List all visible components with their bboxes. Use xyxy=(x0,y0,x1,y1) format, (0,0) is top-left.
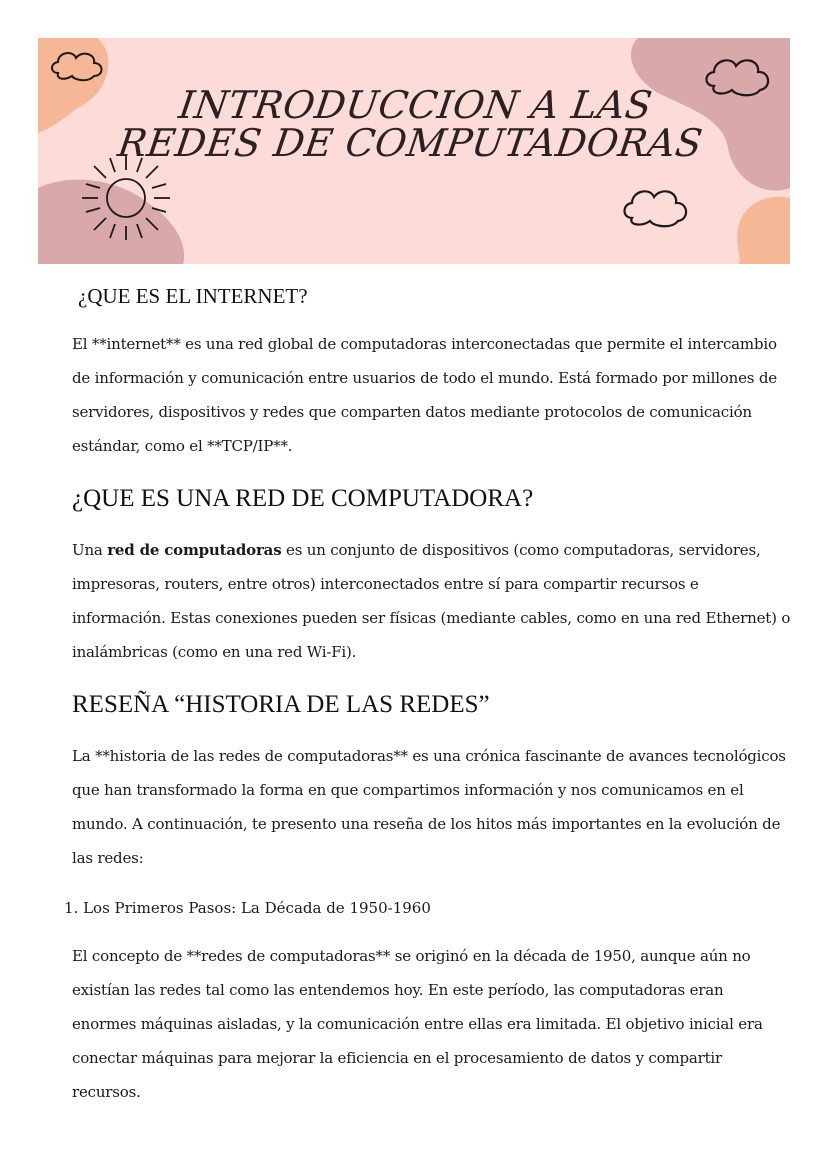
section-heading-internet: ¿QUE ES EL INTERNET? xyxy=(78,284,308,308)
list-item: 1. Los Primeros Pasos: La Década de 1950-1960 xyxy=(64,899,431,917)
peach-blob xyxy=(38,38,108,133)
paragraph-red xyxy=(72,533,792,669)
section-heading-historia: RESEÑA “HISTORIA DE LAS REDES” xyxy=(72,691,490,718)
header-banner xyxy=(38,38,790,264)
text-after: es un conjunto de dispositivos (como computadoras, servidores, impresoras, routers, entre otros) interconectados entre sí para compartir recursos e información. Estas conexiones pueden ser físicas (mediante cables, como en una red Ethernet) o inalámbricas (como en una red Wi-Fi). xyxy=(72,541,791,661)
paragraph-internet: El **internet** es una red global de computadoras interconectadas que permite el intercambio de información y comunicación entre usuarios de todo el mundo. Está formado por millones de servidores, dispositivos y redes que comparten datos mediante protocolos de comunicación estándar, como el **TCP/IP**. xyxy=(72,335,777,455)
banner-title: INTRODUCCION A LAS REDES DE COMPUTADORAS xyxy=(115,83,706,165)
bold-term: red de computadoras xyxy=(107,541,282,559)
document-body xyxy=(64,276,792,1109)
peach-blob xyxy=(737,197,790,264)
mauve-blob xyxy=(38,180,184,264)
paragraph-historia-2: El concepto de **redes de computadoras** se originó en la década de 1950, aunque aún no existían las redes tal como las entendemos hoy. En este período, las computadoras eran enormes máquinas aisladas, y la comunicación entre ellas era limitada. El objetivo inicial era conectar máquinas para mejorar la eficiencia en el procesamiento de datos y compartir recursos. xyxy=(72,947,763,1101)
section-heading-red: ¿QUE ES UNA RED DE COMPUTADORA? xyxy=(72,485,534,512)
cloud-icon xyxy=(625,191,687,226)
text-before: Una xyxy=(72,541,108,559)
paragraph-historia: La **historia de las redes de computadoras** es una crónica fascinante de avances tecnológicos que han transformado la forma en que compartimos información y nos comunicamos en el mundo. A continuación, te presento una reseña de los hitos más importantes en la evolución de las redes: xyxy=(72,747,786,867)
